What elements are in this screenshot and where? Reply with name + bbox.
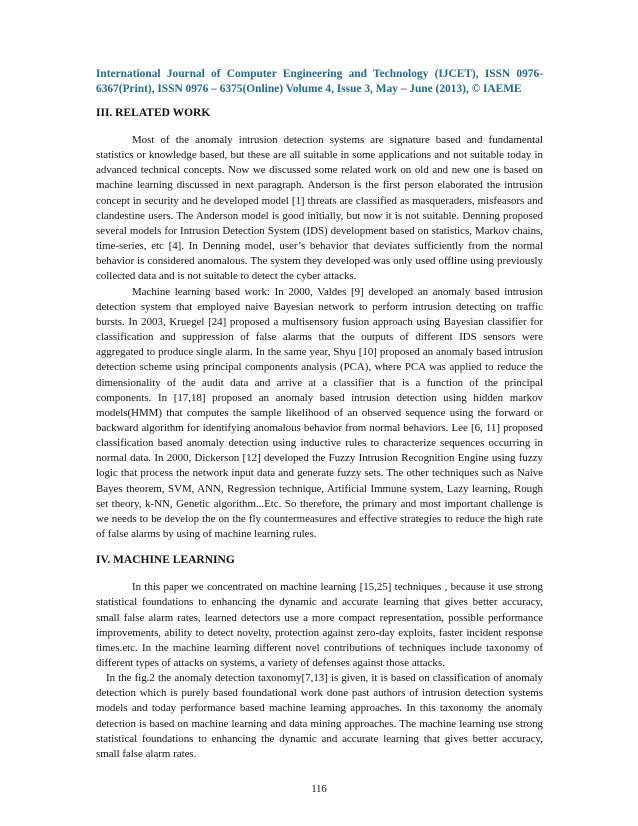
- page-number: 116: [311, 784, 327, 795]
- section-heading-related-work: III. RELATED WORK: [96, 107, 211, 119]
- section-heading-machine-learning: IV. MACHINE LEARNING: [96, 554, 235, 567]
- journal-header: International Journal of Computer Engineering and Technology (IJCET), ISSN 0976-6367(Print), ISSN 0976 – 6375(Online) Volume 4, Issue 3, May – June (2013), © IAEME: [96, 68, 543, 95]
- paragraph-related-work-2: Machine learning based work: In 2000, Valdes [9] developed an anomaly based intrusion detection system that employed naive Bayesian network to perform intrusion detecting on traffic bursts. In 2003, Kruegel [24] proposed a multisensory fusion approach using Bayesian classifier for classification and suppression of false alarms that the outputs of different IDS sensors were aggregated to produce single alarm. In the same year, Shyu [10] proposed an anomaly based intrusion detection scheme using principal components analysis (PCA), where PCA was applied to reduce the dimensionality of the audit data and arrive at a classifier that is a function of the principal components. In [17,18] proposed an anomaly based intrusion detection using hidden markov models(HMM) that computes the sample likelihood of an observed sequence using the forward or backward algorithm for identifying anomalous behavior from normal behaviors. Lee [6, 11] proposed classification based anomaly detection using inductive rules to characterize sequences occurring in normal data. In 2000, Dickerson [12] developed the Fuzzy Intrusion Recognition Engine using fuzzy logic that process the network input data and generate fuzzy sets. The other techniques such as Naive Bayes theorem, SVM, ANN, Regression technique, Artificial Immune system, Lazy learning, Rough set theory, k-NN, Genetic algorithm...Etc. So therefore, the primary and most important challenge is we needs to be develop the on the fly countermeasures and effective strategies to reduce the high rate of false alarms by using of machine learning rules.: [96, 285, 543, 541]
- paragraph-related-work-1: Most of the anomaly intrusion detection systems are signature based and fundamental statistics or knowledge based, but these are all suitable in some applications and not suitable today in advanced technical concepts. Now we discussed some related work on old and new one is based on machine learning discussed in next paragraph. Anderson is the first person elaborated the intrusion concept in security and he developed model [1] threats are classified as masqueraders, misfeasors and clandestine users. The Anderson model is good initially, but now it is not suitable. Denning proposed several models for Intrusion Detection System (IDS) development based on statistics, Markov chains, time-series, etc [4]. In Denning model, user’s behavior that deviates sufficiently from the normal behavior is considered anomalous. The system they developed was only used offline using previously collected data and is not suitable to detect the cyber attacks.: [96, 134, 543, 283]
- page-body: [96, 106, 543, 762]
- paragraph-machine-learning-2: In the fig.2 the anomaly detection taxonomy[7,13] is given, it is based on classification of anomaly detection which is purely based foundational work done past authors of intrusion detection systems models and today performance based machine learning approaches. In this taxonomy the anomaly detection is based on machine learning and data mining approaches. The machine learning use strong statistical foundations to enhancing the dynamic and accurate learning that gives better accuracy, small false alarm rates.: [96, 672, 543, 760]
- paragraph-machine-learning-1: In this paper we concentrated on machine learning [15,25] techniques , because it use strong statistical foundations to enhancing the dynamic and accurate learning that gives better accuracy, small false alarm rates, learned detectors use a more compact representation, possible performance improvements, ability to detect novelty, protection against zero-day exploits, faster incident response times.etc. In the machine learning different novel contributions of techniques include taxonomy of different types of attacks on systems, a variety of defenses against those attacks.: [96, 581, 543, 669]
